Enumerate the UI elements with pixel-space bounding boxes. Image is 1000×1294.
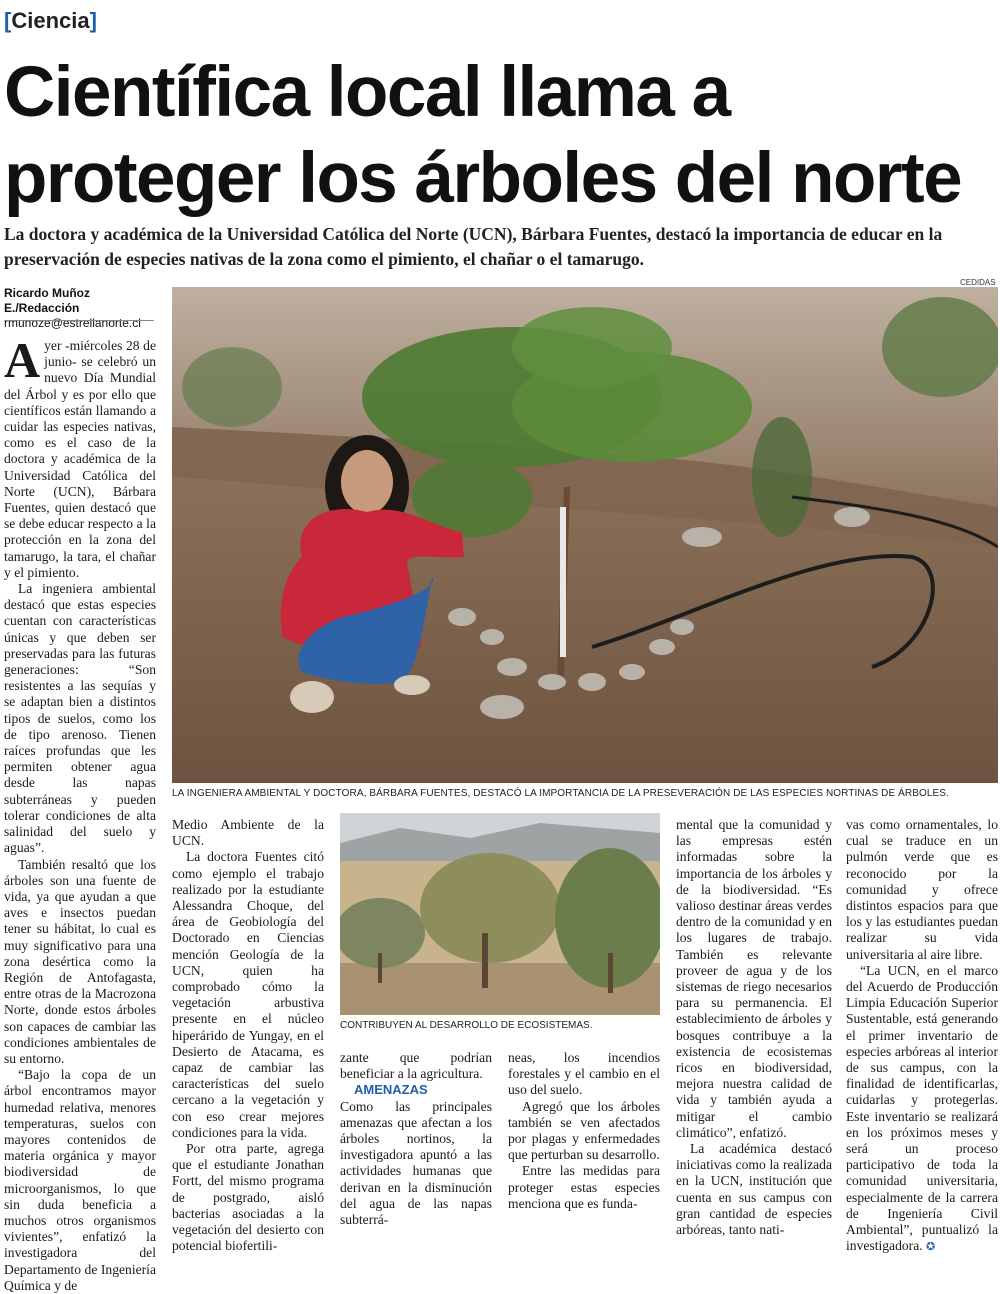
- paragraph: Por otra parte, agrega que el estudiante Jonathan Fortt, del mismo programa de postgrado, aisló bacterias asociadas a la vegetación del desierto con potencial biofertili-: [172, 1141, 324, 1254]
- subheading-amenazas: AMENAZAS: [354, 1082, 428, 1098]
- paragraph: La doctora Fuentes citó como ejemplo el trabajo realizado por la estudiante Alessandra Choque, del área de Geobiología del Doctorado en Ciencias mención Geología de la UCN, quien ha comprobado cómo la vegetación arbustiva presente en el núcleo hiperárido de Yungay, en el Desierto de Atacama, es capaz de cambiar las características del suelo cercano a la vegetación y con eso crear mejores condiciones para la vida.: [172, 849, 324, 1140]
- byline-author: Ricardo Muñoz E./Redacción: [4, 286, 90, 315]
- paragraph: También resaltó que los árboles son una fuente de vida, ya que ayudan a que aves e insectos puedan tener su hábitat, lo cual es muy significativo para una zona desértica como la Región de Antofagasta, entre otras de la Macrozona Norte, donde estos árboles son capaces de cambiar las condiciones ambientales de su entorno.: [4, 856, 156, 1066]
- paragraph: Agregó que los árboles también se ven afectados por plagas y enfermedades que perturban su desarrollo.: [508, 1098, 660, 1163]
- deck-summary: La doctora y académica de la Universidad Católica del Norte (UCN), Bárbara Fuentes, destacó la importancia de educar en la preservación de especies nativas de la zona como el pimiento, el chañar o el tamarugo.: [4, 224, 943, 269]
- headline: Científica local llama a proteger los árboles del norte: [4, 53, 962, 218]
- paragraph: La ingeniera ambiental destacó que estas especies cuentan con características únicas y que deben ser preservadas para las futuras generaciones: “Son resistentes a las sequías y se adaptan bien a distintos tipos de suelos, como los de tipo arenoso. Tienen raíces profundas que les permiten obtener agua desde las napas subterráneas y pueden tolerar condiciones de alta salinidad del suelo y aguas”.: [4, 581, 156, 856]
- article-column-5: [676, 817, 832, 1238]
- paragraph: “Bajo la copa de un árbol encontramos mayor humedad relativa, menores temperaturas, suelos con mayores contenidos de materia orgánica y mayor biodiversidad de microorganismos, lo que sin duda beneficia a muchos otros organismos vivientes”, enfatizó la investigadora del Departamento de Ingeniería Química y de: [4, 1067, 156, 1293]
- paragraph: Como las principales amenazas que afectan a los árboles nortinos, la investigadora apuntó a las actividades humanas que derivan en la disminución del agua de las napas subterrá-: [340, 1098, 492, 1228]
- paragraph: Entre las medidas para proteger estas especies menciona que es funda-: [508, 1163, 660, 1211]
- byline-divider: [4, 320, 154, 321]
- article-column-1: [4, 332, 156, 1294]
- drop-cap: A: [4, 332, 41, 388]
- photo-credit: CEDIDAS: [960, 278, 996, 287]
- main-photo: [172, 287, 998, 783]
- secondary-photo: [340, 813, 660, 1015]
- paragraph: “La UCN, en el marco del Acuerdo de Producción Limpia Educación Superior Sustentable, está generando el primer inventario de especies arbóreas al interior de sus campus, con la finalidad de identificarlas, cuidarlas y protegerlas. Este inventario se realizará en los próximos meses y será un proceso participativo de toda la comunidad universitaria, especialmente de la carrera de Ingeniería Civil Ambiental”, puntualizó la investigadora. ✪: [846, 962, 998, 1254]
- paragraph: mental que la comunidad y las empresas estén informadas sobre la importancia de los árboles y de la biodiversidad. “Es valioso destinar áreas verdes dentro de la comunidad y en los lugares de trabajo. También es relevante proveer de agua y de los sistemas de riego necesarios para su permanencia. El establecimiento de árboles y bosques contribuye a la existencia de ecosistemas ricos en biodiversidad, mejora nuestra calidad de vida y también ayuda a mitigar el cambio climático”, enfatizó.: [676, 817, 832, 1140]
- article-column-6: [846, 817, 998, 1255]
- paragraph: neas, los incendios forestales y el cambio en el uso del suelo.: [508, 1050, 660, 1098]
- byline: [4, 286, 164, 331]
- byline-email[interactable]: rmunoze@estrellanorte.cl: [4, 316, 141, 330]
- paragraph: Ayer -miércoles 28 de junio- se celebró un nuevo Día Mundial del Árbol y es por ello que científicos están llamando a cuidar las especies nativas, como es el caso de la doctora y académica de la Universidad Católica del Norte (UCN), Bárbara Fuentes, quien destacó que se debe educar respecto a la protección en la zona del tamarugo, la tara, el chañar y el pimiento.: [4, 332, 156, 580]
- main-photo-caption: LA INGENIERA AMBIENTAL Y DOCTORA, BÁRBARA FUENTES, DESTACÓ LA IMPORTANCIA DE LA PRESEVERACIÓN DE LAS ESPECIES NORTINAS DE ÁRBOLES.: [172, 788, 949, 799]
- article-column-2: [172, 817, 324, 1254]
- star-end-icon: ✪: [926, 1241, 936, 1254]
- article-column-3: [340, 1050, 492, 1228]
- paragraph: zante que podrían beneficiar a la agricultura.: [340, 1050, 492, 1082]
- paragraph: vas como ornamentales, lo cual se traduce en un pulmón verde que es reconocido por la comunidad y ofrece distintos espacios para que los y las estudiantes puedan realizar su vida universitaria al aire libre.: [846, 817, 998, 962]
- section-label: [Ciencia]: [4, 8, 97, 33]
- secondary-photo-caption: CONTRIBUYEN AL DESARROLLO DE ECOSISTEMAS.: [340, 1020, 593, 1031]
- paragraph: La académica destacó iniciativas como la realizada en la UCN, institución que cuenta en sus campus con gran cantidad de especies arbóreas, tanto nati-: [676, 1141, 832, 1238]
- article-column-4: [508, 1050, 660, 1212]
- paragraph: Medio Ambiente de la UCN.: [172, 817, 324, 849]
